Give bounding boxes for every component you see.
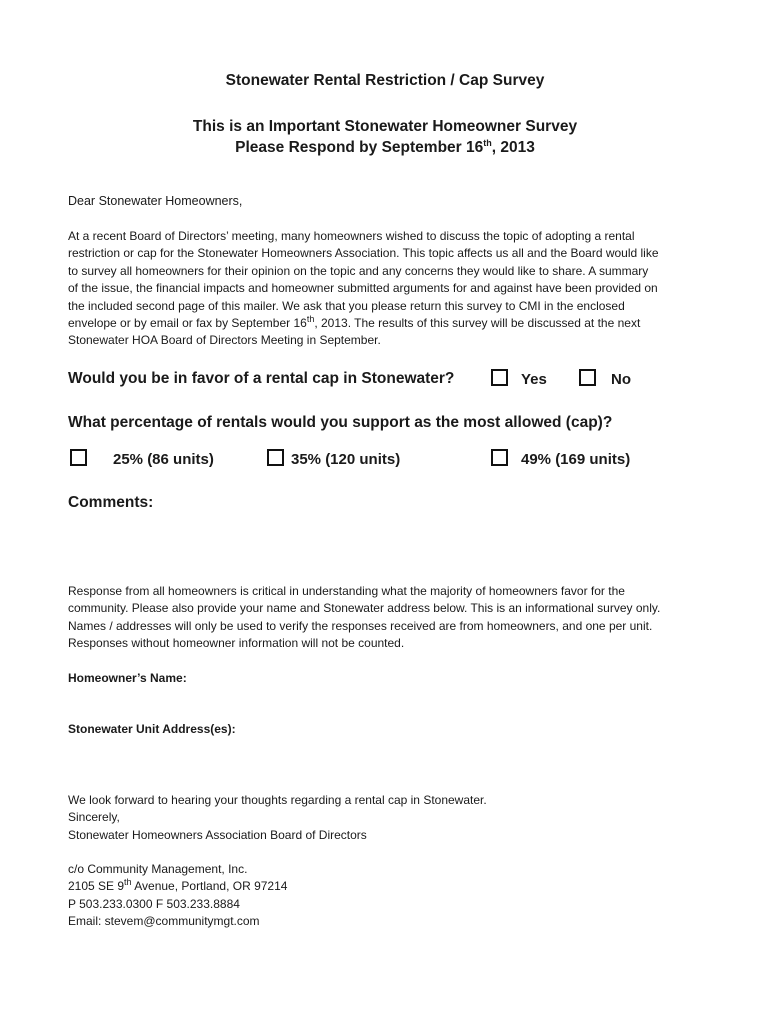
option-25-checkbox[interactable]: [70, 449, 87, 466]
street-address: [68, 878, 287, 895]
intro-line: of the issue, the financial impacts and homeowner submitted arguments for and against have been provided on: [68, 281, 658, 296]
intro-line: [68, 315, 708, 332]
sign-off: Sincerely,: [68, 810, 120, 825]
closing-line: We look forward to hearing your thoughts regarding a rental cap in Stonewater.: [68, 793, 487, 807]
intro-line-6a: envelope or by email or fax by September 16: [68, 316, 307, 331]
closing-block: [68, 792, 487, 844]
option-49-checkbox[interactable]: [491, 449, 508, 466]
greeting: Dear Stonewater Homeowners,: [68, 194, 243, 208]
deadline-ordinal: th: [483, 137, 492, 148]
homeowner-name-label: Homeowner’s Name:: [68, 671, 187, 685]
no-checkbox[interactable]: [579, 369, 596, 386]
board-signature: Stonewater Homeowners Association Board of Directors: [68, 827, 367, 842]
intro-line: At a recent Board of Directors’ meeting, many homeowners wished to discuss the topic of adopting a rental: [68, 229, 635, 243]
intro-ordinal: th: [306, 314, 315, 325]
intro-line-6b: , 2013. The results of this survey will be discussed at the next: [314, 316, 641, 331]
intro-line: to survey all homeowners for their opinion on the topic and any concerns they would like to share. A summary: [68, 263, 649, 278]
option-35-checkbox[interactable]: [267, 449, 284, 466]
phone-fax: P 503.233.0300 F 503.233.8884: [68, 896, 240, 911]
intro-line: Stonewater HOA Board of Directors Meeting in September.: [68, 333, 381, 348]
no-label: No: [611, 371, 631, 388]
option-25-label: 25% (86 units): [113, 451, 214, 468]
comments-label: Comments:: [68, 494, 154, 511]
email-address: Email: stevem@communitymgt.com: [68, 914, 260, 929]
intro-line: the included second page of this mailer. We ask that you please return this survey to CMI in the enclosed: [68, 298, 625, 313]
question-rental-cap: Would you be in favor of a rental cap in Stonewater?: [68, 370, 455, 387]
street-address-a: 2105 SE 9: [68, 879, 125, 894]
option-35-label: 35% (120 units): [291, 451, 401, 468]
subtitle-deadline: [0, 139, 770, 157]
intro-line: restriction or cap for the Stonewater Homeowners Association. This topic affects us all and the Board would like: [68, 246, 659, 261]
deadline-text: Please Respond by September 16: [235, 139, 484, 156]
response-note: [68, 583, 708, 653]
contact-block: [68, 861, 287, 931]
response-note-line: community. Please also provide your name and Stonewater address below. This is an informational survey only.: [68, 601, 661, 616]
management-company: c/o Community Management, Inc.: [68, 862, 248, 876]
intro-paragraph: [68, 228, 708, 350]
question-percentage: What percentage of rentals would you support as the most allowed (cap)?: [68, 414, 613, 431]
yes-label: Yes: [521, 371, 547, 388]
option-49-label: 49% (169 units): [521, 451, 631, 468]
yes-checkbox[interactable]: [491, 369, 508, 386]
subtitle-important: This is an Important Stonewater Homeowner Survey: [192, 118, 578, 135]
response-note-line: Response from all homeowners is critical in understanding what the majority of homeowners favor for the: [68, 584, 625, 598]
unit-address-label: Stonewater Unit Address(es):: [68, 722, 236, 736]
response-note-line: Names / addresses will only be used to verify the responses received are from homeowners, and one per unit.: [68, 618, 653, 633]
response-note-line: Responses without homeowner information will not be counted.: [68, 636, 405, 651]
street-ordinal: th: [124, 877, 132, 888]
deadline-year: , 2013: [491, 139, 535, 156]
page-title: Stonewater Rental Restriction / Cap Survey: [225, 72, 545, 89]
street-address-b: Avenue, Portland, OR 97214: [131, 879, 288, 894]
